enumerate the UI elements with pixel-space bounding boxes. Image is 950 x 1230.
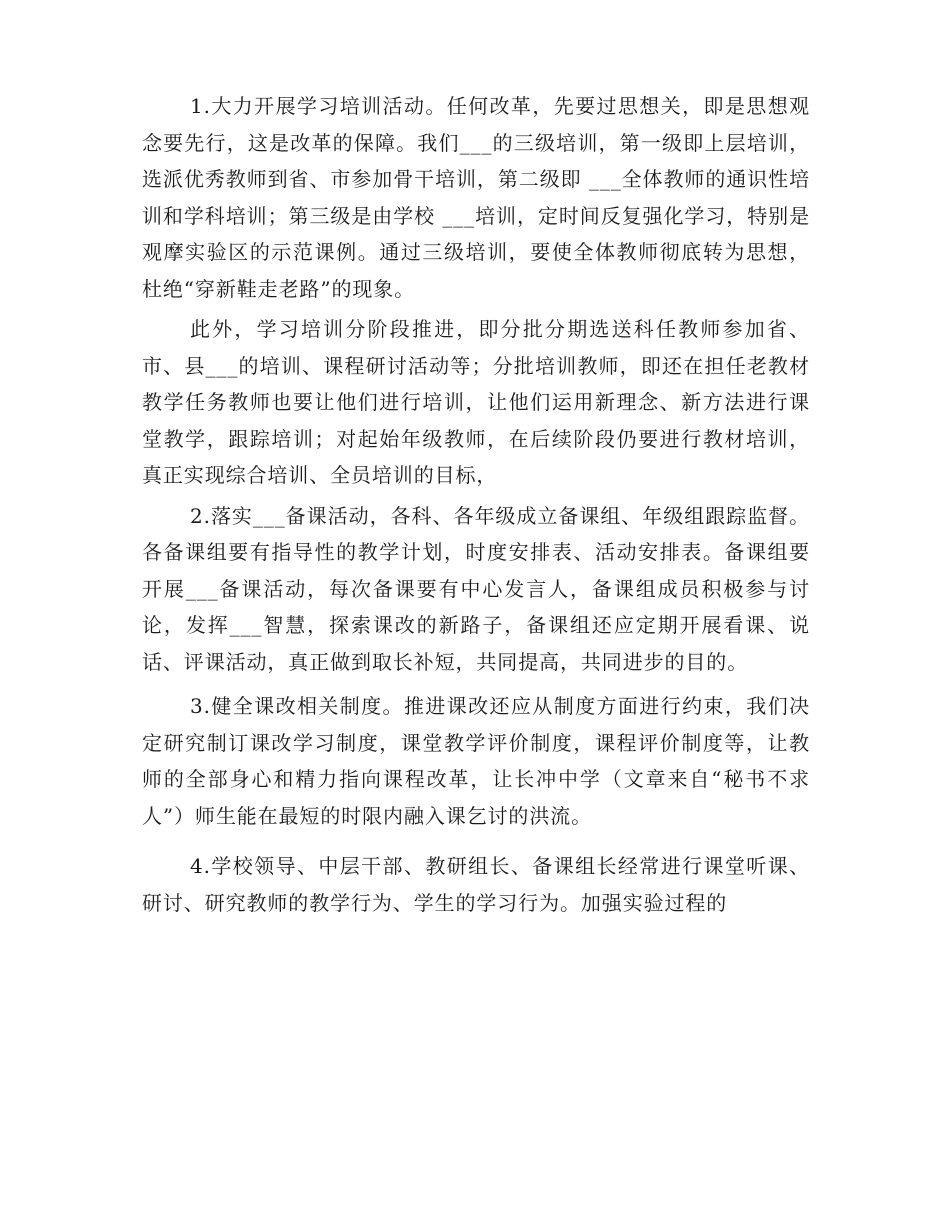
paragraph-4: 3.健全课改相关制度。推进课改还应从制度方面进行约束，我们决定研究制订课改学习制度，课堂教学评价制度，课程评价制度等，让教师的全部身心和精力指向课程改革，让长冲中学（文章来自“秘书不求人”）师生能在最短的时限内融入课乞讨的洪流。 (142, 694, 810, 828)
paragraph-1: 1.大力开展学习培训活动。任何改革，先要过思想关，即是思想观念要先行，这是改革的保障。我们___的三级培训，第一级即上层培训，选派优秀教师到省、市参加骨干培训，第二级即 ___全体教师的通识性培训和学科培训；第三级是由学校 ___培训，定时间反复强化学习，特别是观摩实验区的示范课例。通过三级培训，要使全体教师彻底转为思想，杜绝“穿新鞋走老路”的现象。 (142, 94, 810, 301)
paragraph-2: 此外，学习培训分阶段推进，即分批分期选送科任教师参加省、市、县___的培训、课程研讨活动等；分批培训教师，即还在担任老教材教学任务教师也要让他们进行培训，让他们运用新理念、新方法进行课堂教学，跟踪培训；对起始年级教师，在后续阶段仍要进行教材培训，真正实现综合培训、全员培训的目标， (142, 317, 810, 487)
paragraph-5: 4.学校领导、中层干部、教研组长、备课组长经常进行课堂听课、研讨、研究教师的教学行为、学生的学习行为。加强实验过程的 (142, 854, 810, 915)
paragraph-3: 2.落实___备课活动，各科、各年级成立备课组、年级组跟踪监督。各备课组要有指导性的教学计划，时度安排表、活动安排表。备课组要开展___备课活动，每次备课要有中心发言人，备课组成员积极参与讨论，发挥___智慧，探索课改的新路子，备课组还应定期开展看课、说话、评课活动，真正做到取长补短，共同提高，共同进步的目的。 (142, 503, 810, 674)
document-body (142, 88, 810, 921)
